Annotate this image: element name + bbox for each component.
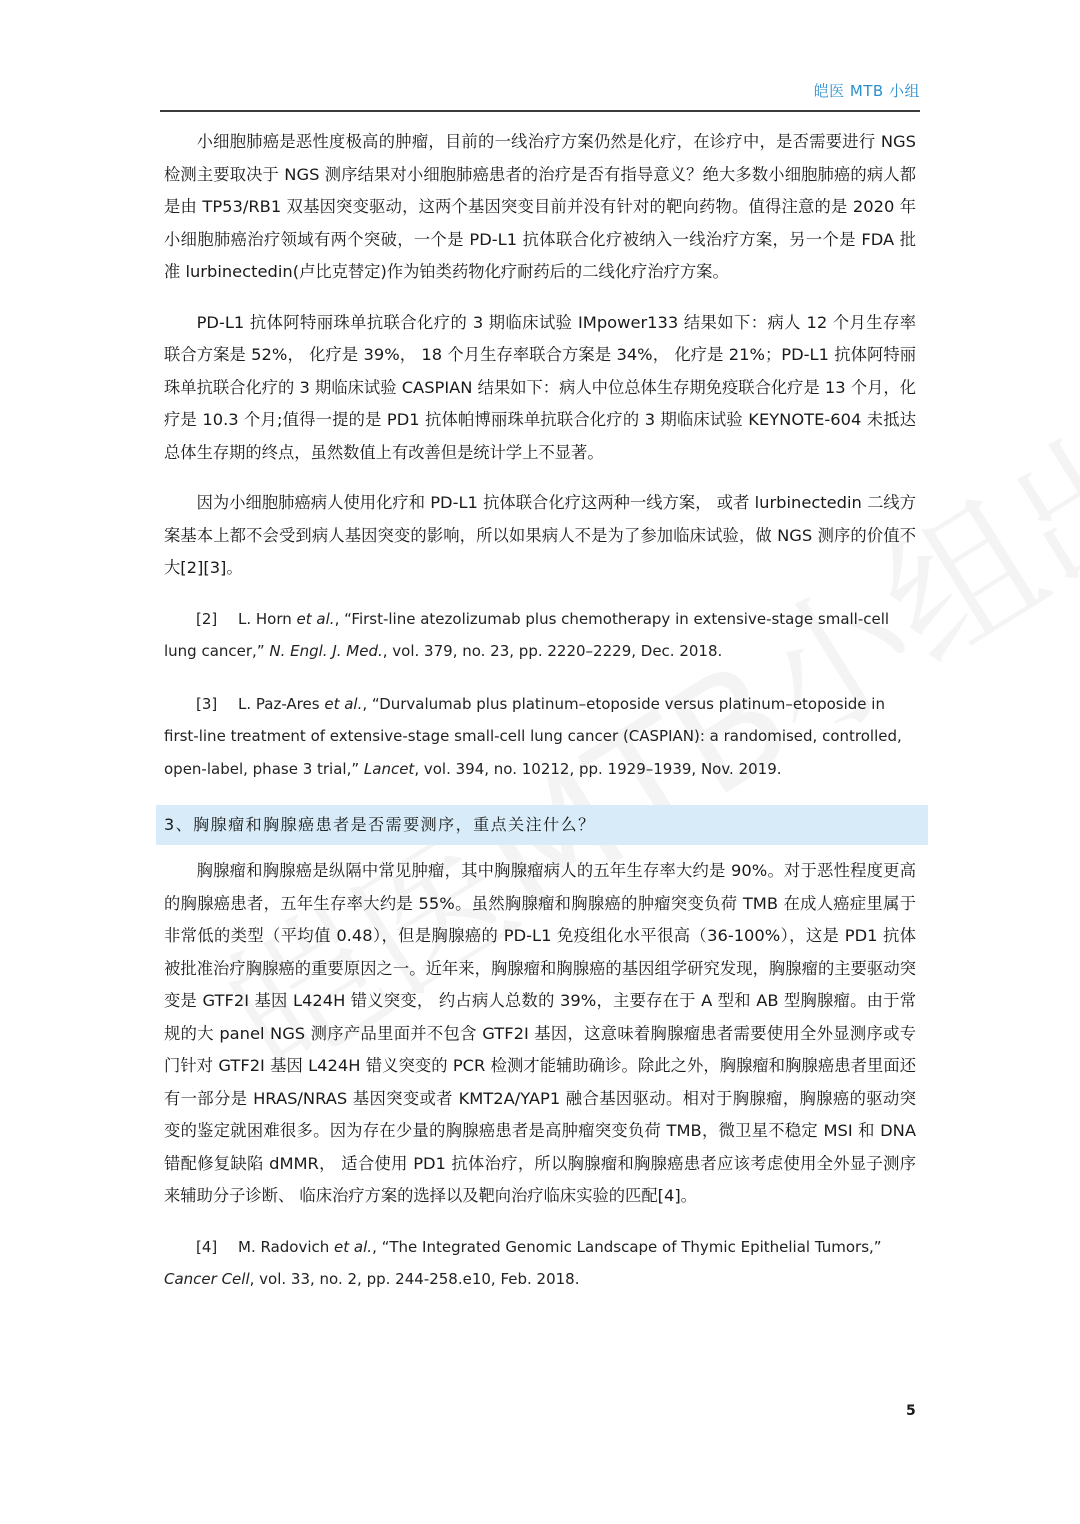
- reference-authors: M. Radovich: [238, 1237, 330, 1256]
- section-heading-thymoma: 3、胸腺瘤和胸腺癌患者是否需要测序，重点关注什么？: [156, 805, 928, 845]
- reference-details: , vol. 33, no. 2, pp. 244-258.e10, Feb. 2018.: [249, 1270, 580, 1288]
- reference-details: , vol. 379, no. 23, pp. 2220–2229, Dec. 2018.: [382, 642, 723, 660]
- reference-3: [164, 688, 916, 786]
- reference-title: , “First-line atezolizumab plus chemotherapy in extensive-stage small-cell lung cancer,”: [164, 609, 890, 660]
- page-header: [160, 70, 920, 112]
- reference-etal: et al.: [334, 1237, 373, 1256]
- reference-journal: Lancet: [363, 759, 415, 778]
- page-content: [164, 126, 916, 1316]
- reference-4: [164, 1231, 916, 1296]
- reference-journal: Cancer Cell: [164, 1270, 250, 1288]
- reference-title: , “The Integrated Genomic Landscape of Thymic Epithelial Tumors,”: [372, 1237, 882, 1256]
- reference-title: , “Durvalumab plus platinum–etoposide versus platinum–etoposide in first-line treatment of extensive-stage small-cell lung cancer (CASPIAN): a randomised, controlled, open-label, phase 3 trial,”: [164, 694, 902, 778]
- paragraph-sclc-conclusion: 因为小细胞肺癌病人使用化疗和 PD-L1 抗体联合化疗这两种一线方案， 或者 lurbinectedin 二线方案基本上都不会受到病人基因突变的影响，所以如果病人不是为了参加临床试验，做 NGS 测序的价值不大[2][3]。: [164, 493, 916, 577]
- paragraph-thymoma: 胸腺瘤和胸腺癌是纵隔中常见肿瘤，其中胸腺瘤病人的五年生存率大约是 90%。对于恶性程度更高的胸腺癌患者，五年生存率大约是 55%。虽然胸腺瘤和胸腺癌的肿瘤突变负荷 TMB 在成人癌症里属于非常低的类型（平均值 0.48），但是胸腺癌的 PD-L1 免疫组化水平很高（36-100%），这是 PD1 抗体被批准治疗胸腺癌的重要原因之一。近年来，胸腺瘤和胸腺癌的基因组学研究发现，胸腺瘤的主要驱动突变是 GTF2I 基因 L424H 错义突变， 约占病人总数的 39%，主要存在于 A 型和 AB 型胸腺瘤。由于常规的大 panel NGS 测序产品里面并不包含 GTF2I 基因，这意味着胸腺瘤患者需要使用全外显测序或专门针对 GTF2I 基因 L424H 错义突变的 PCR 检测才能辅助确诊。除此之外，胸腺瘤和胸腺癌患者里面还有一部分是 HRAS/NRAS 基因突变或者 KMT2A/YAP1 融合基因驱动。相对于胸腺瘤，胸腺癌的驱动突变的鉴定就困难很多。因为存在少量的胸腺癌患者是高肿瘤突变负荷 TMB，微卫星不稳定 MSI 和 DNA 错配修复缺陷 dMMR， 适合使用 PD1 抗体治疗，所以胸腺瘤和胸腺癌患者应该考虑使用全外显子测序来辅助分子诊断、 临床治疗方案的选择以及靶向治疗临床实验的匹配[4]。: [164, 861, 916, 1205]
- reference-details: , vol. 394, no. 10212, pp. 1929–1939, Nov. 2019.: [414, 759, 782, 778]
- paragraph-sclc-trials: PD-L1 抗体阿特丽珠单抗联合化疗的 3 期临床试验 IMpower133 结果如下：病人 12 个月生存率联合方案是 52%， 化疗是 39%， 18 个月生存率联合方案是 34%， 化疗是 21%；PD-L1 抗体阿特丽珠单抗联合化疗的 3 期临床试验 CASPIAN 结果如下：病人中位总体生存期免疫联合化疗是 13 个月，化疗是 10.3 个月;值得一提的是 PD1 抗体帕博丽珠单抗联合化疗的 3 期临床试验 KEYNOTE-604 未抵达总体生存期的终点，虽然数值上有改善但是统计学上不显著。: [164, 312, 916, 462]
- reference-etal: et al.: [324, 694, 363, 713]
- reference-number: [3]: [196, 694, 218, 713]
- reference-journal: N. Engl. J. Med.: [269, 642, 383, 660]
- paragraph-sclc-intro: 小细胞肺癌是恶性度极高的肿瘤，目前的一线治疗方案仍然是化疗，在诊疗中，是否需要进行 NGS 检测主要取决于 NGS 测序结果对小细胞肺癌患者的治疗是否有指导意义？绝大多数小细胞肺癌的病人都是由 TP53/RB1 双基因突变驱动，这两个基因突变目前并没有针对的靶向药物。值得注意的是 2020 年小细胞肺癌治疗领域有两个突破，一个是 PD-L1 抗体联合化疗被纳入一线治疗方案，另一个是 FDA 批准 lurbinectedin(卢比克替定)作为铂类药物化疗耐药后的二线化疗治疗方案。: [164, 132, 916, 281]
- reference-2: [164, 603, 916, 668]
- reference-number: [4]: [196, 1237, 218, 1256]
- reference-etal: et al.: [296, 609, 335, 628]
- reference-number: [2]: [196, 609, 218, 628]
- header-title: 皑医 MTB 小组: [813, 82, 920, 100]
- reference-authors: L. Paz-Ares: [238, 694, 320, 713]
- page-number: 5: [906, 1403, 916, 1419]
- reference-authors: L. Horn: [238, 609, 292, 628]
